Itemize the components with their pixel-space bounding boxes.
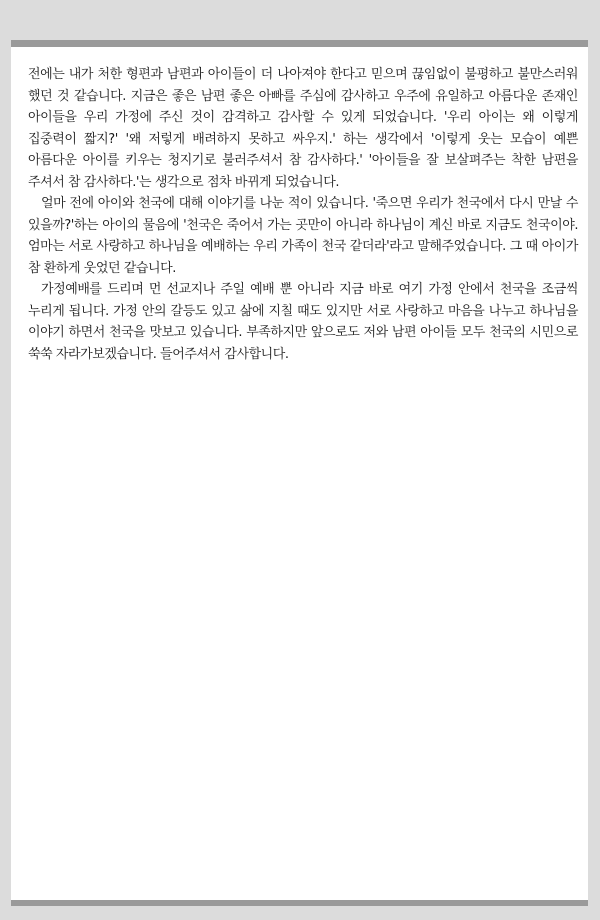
paragraph-3: 가정예배를 드리며 먼 선교지나 주일 예배 뿐 아니라 지금 바로 여기 가정 안에서 천국을 조금씩 누리게 됩니다. 가정 안의 갈등도 있고 삶에 지칠 때도 있지만 서로 사랑하고 마음을 나누고 하나님을 이야기 하면서 천국을 맛보고 있습니다. 부족하지만 앞으로도 저와 남편 아이들 모두 천국의 시민으로 쑥쑥 자라가보겠습니다. 들어주셔서 감사합니다. — [28, 282, 578, 362]
paragraph-1: 전에는 내가 처한 형편과 남편과 아이들이 더 나아져야 한다고 믿으며 끊임없이 불평하고 불만스러워 했던 것 같습니다. 지금은 좋은 남편 좋은 아빠를 주심에 감사하고 우주에 유일하고 아름다운 존재인 아이들을 우리 가정에 주신 것이 감격하고 감사할 수 있게 되었습니다. '우리 아이는 왜 이렇게 집중력이 짧지?' '왜 저렇게 배려하지 못하고 싸우지.' 하는 생각에서 '이렇게 웃는 모습이 예쁜 아름다운 아이를 키우는 청지기로 불러주셔서 참 감사하다.' '아이들을 잘 보살펴주는 착한 남편을 주셔서 참 감사하다.'는 생각으로 점차 바뀌게 되었습니다. — [28, 67, 578, 190]
paragraph-2: 얼마 전에 아이와 천국에 대해 이야기를 나눈 적이 있습니다. '죽으면 우리가 천국에서 다시 만날 수 있을까?'하는 아이의 물음에 '천국은 죽어서 가는 곳만이 아니라 하나님이 계신 바로 지금도 천국이야. 엄마는 서로 사랑하고 하나님을 예배하는 우리 가족이 천국 같더라'라고 말해주었습니다. 그 때 아이가 참 환하게 웃었던 같습니다. — [28, 196, 578, 276]
bottom-rule — [11, 900, 588, 906]
top-rule — [11, 40, 588, 47]
body-text — [28, 64, 578, 365]
document-page — [11, 40, 588, 906]
